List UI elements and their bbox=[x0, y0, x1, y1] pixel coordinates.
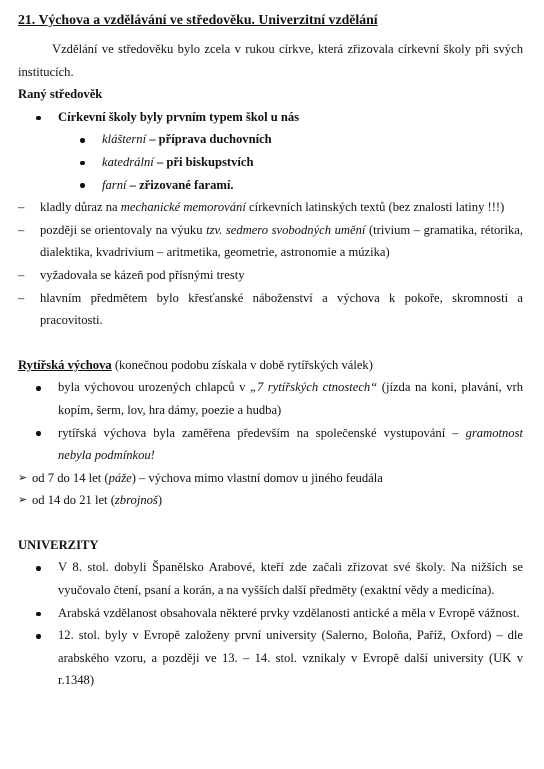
list-item bbox=[18, 467, 523, 490]
text-part: rytířská výchova byla zaměřena především na společenské vystupování – bbox=[58, 425, 466, 440]
list-item bbox=[18, 287, 523, 332]
bullet-icon bbox=[36, 624, 41, 647]
dash-icon: – bbox=[18, 222, 25, 237]
arrowhead-icon: ➢ bbox=[18, 493, 28, 507]
intro-paragraph: Vzdělání ve středověku bylo zcela v rukou církve, která zřizovala církevní školy při svých institucích. bbox=[18, 42, 523, 79]
list-item-text: Církevní školy byly prvním typem škol u nás bbox=[58, 109, 300, 124]
list-item bbox=[18, 422, 523, 467]
text-emphasis: mechanické memorování bbox=[120, 200, 246, 215]
bullet-icon bbox=[36, 376, 41, 399]
school-type: katedrální bbox=[102, 154, 154, 169]
text-part: hlavním předmětem bylo křesťanské náboženství a výchova k pokoře, skromnosti a pracovitosti. bbox=[40, 290, 523, 328]
early-list bbox=[18, 106, 523, 332]
list-item bbox=[18, 174, 523, 197]
list-item bbox=[18, 196, 523, 219]
text-emphasis: tzv. sedmero svobodných umění bbox=[206, 222, 366, 237]
dash-icon: – bbox=[18, 200, 25, 215]
document-page bbox=[18, 8, 523, 692]
text-part: od 14 do 21 let ( bbox=[32, 493, 115, 508]
school-type: farní bbox=[102, 177, 127, 192]
universities-list bbox=[18, 556, 523, 692]
list-item bbox=[18, 264, 523, 287]
bullet-icon bbox=[80, 128, 85, 151]
text-emphasis: gramotnost nebyla podmínkou! bbox=[58, 425, 523, 463]
list-item-text: V 8. stol. dobyli Španělsko Arabové, kteří zde začali zřizovat své školy. Na nižších se vyučovalo čtení, psaní a korán, a na vyšších další předměty (exaktní vědy a medicína). bbox=[58, 560, 523, 598]
section-heading-early-middle-ages: Raný středověk bbox=[18, 87, 103, 102]
text-part: byla výchovou urozených chlapců v bbox=[58, 380, 250, 395]
school-desc: – zřizované faramí. bbox=[126, 177, 234, 192]
bullet-icon bbox=[36, 106, 41, 129]
school-desc: – příprava duchovních bbox=[146, 132, 272, 147]
list-item bbox=[18, 376, 523, 421]
dash-icon: – bbox=[18, 267, 25, 282]
bullet-icon bbox=[36, 556, 41, 579]
bullet-icon bbox=[36, 602, 41, 625]
dash-icon: – bbox=[18, 290, 25, 305]
list-item bbox=[18, 128, 523, 151]
school-type: klášterní bbox=[102, 132, 147, 147]
text-part: později se orientovaly na výuku bbox=[40, 222, 207, 237]
text-emphasis: zbrojnoš bbox=[114, 493, 158, 508]
list-item-text: Arabská vzdělanost obsahovala některé prvky vzdělanosti antické a měla v Evropě vážnost. bbox=[58, 605, 520, 620]
list-item bbox=[18, 151, 523, 174]
text-part: vyžadovala se kázeň pod přísnými tresty bbox=[40, 267, 245, 282]
text-part: (jízda na koni, plavání, vrh kopím, šerm, lov, hra dámy, poezie a hudba) bbox=[58, 380, 524, 417]
knight-heading-note: (konečnou podobu získala v době rytířských válek) bbox=[111, 357, 373, 372]
text-part: (trivium – gramatika, rétorika, dialektika, kvadrivium – aritmetika, geometrie, astronomie a múzika) bbox=[40, 222, 523, 260]
bullet-icon bbox=[80, 151, 85, 174]
text-part: od 7 do 14 let ( bbox=[32, 470, 109, 485]
list-item bbox=[18, 489, 523, 512]
list-item bbox=[18, 106, 523, 129]
section-heading-universities: UNIVERZITY bbox=[18, 537, 99, 552]
text-part: ) – výchova mimo vlastní domov u jiného feudála bbox=[131, 470, 383, 485]
text-emphasis: páže bbox=[108, 470, 132, 485]
bullet-icon bbox=[36, 422, 41, 445]
list-item-text: 12. stol. byly v Evropě založeny první university (Salerno, Boloňa, Paříž, Oxford) – dle arabského vzoru, a později ve 13. – 14. stol. vznikaly v Evropě další university (UK v r.1348) bbox=[58, 628, 523, 688]
list-item bbox=[18, 602, 523, 625]
list-item bbox=[18, 556, 523, 601]
knight-heading: Rytířská výchova bbox=[18, 357, 112, 372]
text-emphasis: „7 rytířských ctnostech“ bbox=[249, 380, 378, 395]
school-desc: – při biskupstvích bbox=[153, 154, 254, 169]
section-heading-knight bbox=[18, 354, 523, 377]
arrowhead-icon: ➢ bbox=[18, 470, 28, 484]
knight-list bbox=[18, 376, 523, 512]
text-part: ) bbox=[157, 493, 163, 508]
text-part: církevních latinských textů (bez znalosti latiny !!!) bbox=[245, 200, 505, 215]
document-title: 21. Výchova a vzdělávání ve středověku. Univerzitní vzdělání bbox=[18, 12, 378, 27]
list-item bbox=[18, 624, 523, 692]
list-item bbox=[18, 219, 523, 264]
bullet-icon bbox=[80, 174, 85, 197]
text-part: kladly důraz na bbox=[40, 200, 121, 215]
